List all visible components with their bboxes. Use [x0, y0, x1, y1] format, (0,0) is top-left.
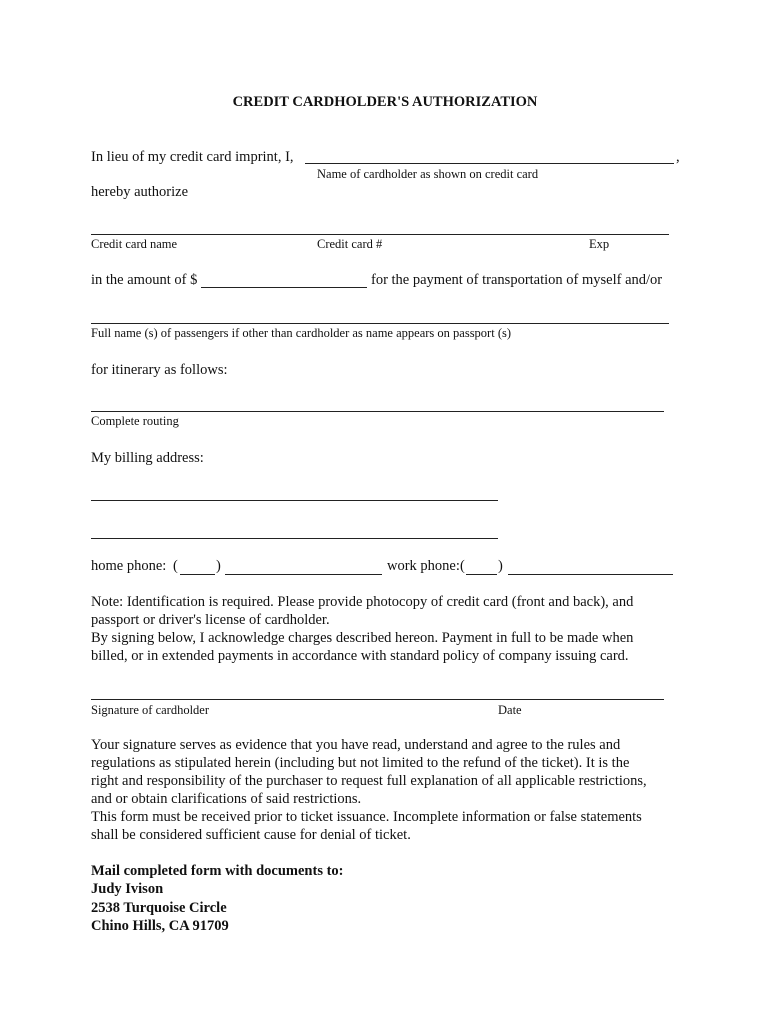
mail-city: Chino Hills, CA 91709: [91, 918, 229, 934]
intro-comma: ,: [676, 149, 680, 165]
cardholder-name-line[interactable]: [305, 163, 674, 164]
exp-caption: Exp: [589, 237, 610, 251]
work-area-code-line[interactable]: [466, 574, 497, 575]
hereby-authorize: hereby authorize: [91, 184, 189, 200]
signature-line[interactable]: [91, 699, 664, 700]
note-line-3: By signing below, I acknowledge charges described hereon. Payment in full to be made when: [91, 630, 634, 646]
terms-line-1: Your signature serves as evidence that you have read, understand and agree to the rules and: [91, 737, 621, 753]
date-caption: Date: [498, 703, 522, 717]
intro-lead: In lieu of my credit card imprint, I,: [91, 149, 294, 165]
cardholder-name-caption: Name of cardholder as shown on credit card: [317, 167, 539, 181]
work-area-close: ): [498, 558, 503, 574]
note-line-1: Note: Identification is required. Please provide photocopy of credit card (front and back), and: [91, 594, 634, 610]
billing-address-line-1[interactable]: [91, 500, 498, 501]
home-area-code-line[interactable]: [180, 574, 215, 575]
work-area-open: (: [460, 558, 465, 574]
credit-card-name-caption: Credit card name: [91, 237, 178, 251]
amount-line[interactable]: [201, 287, 367, 288]
note-line-2: passport or driver's license of cardholder.: [91, 612, 330, 628]
home-area-open: (: [173, 558, 178, 574]
itinerary-lead: for itinerary as follows:: [91, 362, 228, 378]
home-phone-line[interactable]: [225, 574, 382, 575]
card-details-line[interactable]: [91, 234, 669, 235]
passengers-line[interactable]: [91, 323, 669, 324]
form-title: CREDIT CARDHOLDER'S AUTHORIZATION: [232, 94, 538, 110]
credit-card-number-caption: Credit card #: [317, 237, 383, 251]
work-phone-label: work phone:: [387, 558, 460, 574]
work-phone-line[interactable]: [508, 574, 673, 575]
mail-heading: Mail completed form with documents to:: [91, 863, 344, 879]
terms-line-2: regulations as stipulated herein (including but not limited to the refund of the ticket). It is the: [91, 755, 630, 771]
home-phone-label: home phone:: [91, 558, 167, 574]
note-line-4: billed, or in extended payments in accordance with standard policy of company issuing card.: [91, 648, 629, 664]
terms-line-6: shall be considered sufficient cause for denial of ticket.: [91, 827, 411, 843]
mail-street: 2538 Turquoise Circle: [91, 900, 227, 916]
mail-name: Judy Ivison: [91, 881, 164, 897]
signature-caption: Signature of cardholder: [91, 703, 210, 717]
home-area-close: ): [216, 558, 221, 574]
passengers-caption: Full name (s) of passengers if other than cardholder as name appears on passport (s): [91, 326, 512, 340]
terms-line-4: and or obtain clarifications of said restrictions.: [91, 791, 362, 807]
routing-caption: Complete routing: [91, 414, 179, 428]
terms-line-5: This form must be received prior to ticket issuance. Incomplete information or false statements: [91, 809, 642, 825]
billing-address-line-2[interactable]: [91, 538, 498, 539]
terms-line-3: right and responsibility of the purchaser to request full explanation of all applicable restrictions,: [91, 773, 647, 789]
amount-tail: for the payment of transportation of myself and/or: [371, 272, 663, 288]
billing-lead: My billing address:: [91, 450, 204, 466]
routing-line[interactable]: [91, 411, 664, 412]
amount-lead: in the amount of $: [91, 272, 198, 288]
